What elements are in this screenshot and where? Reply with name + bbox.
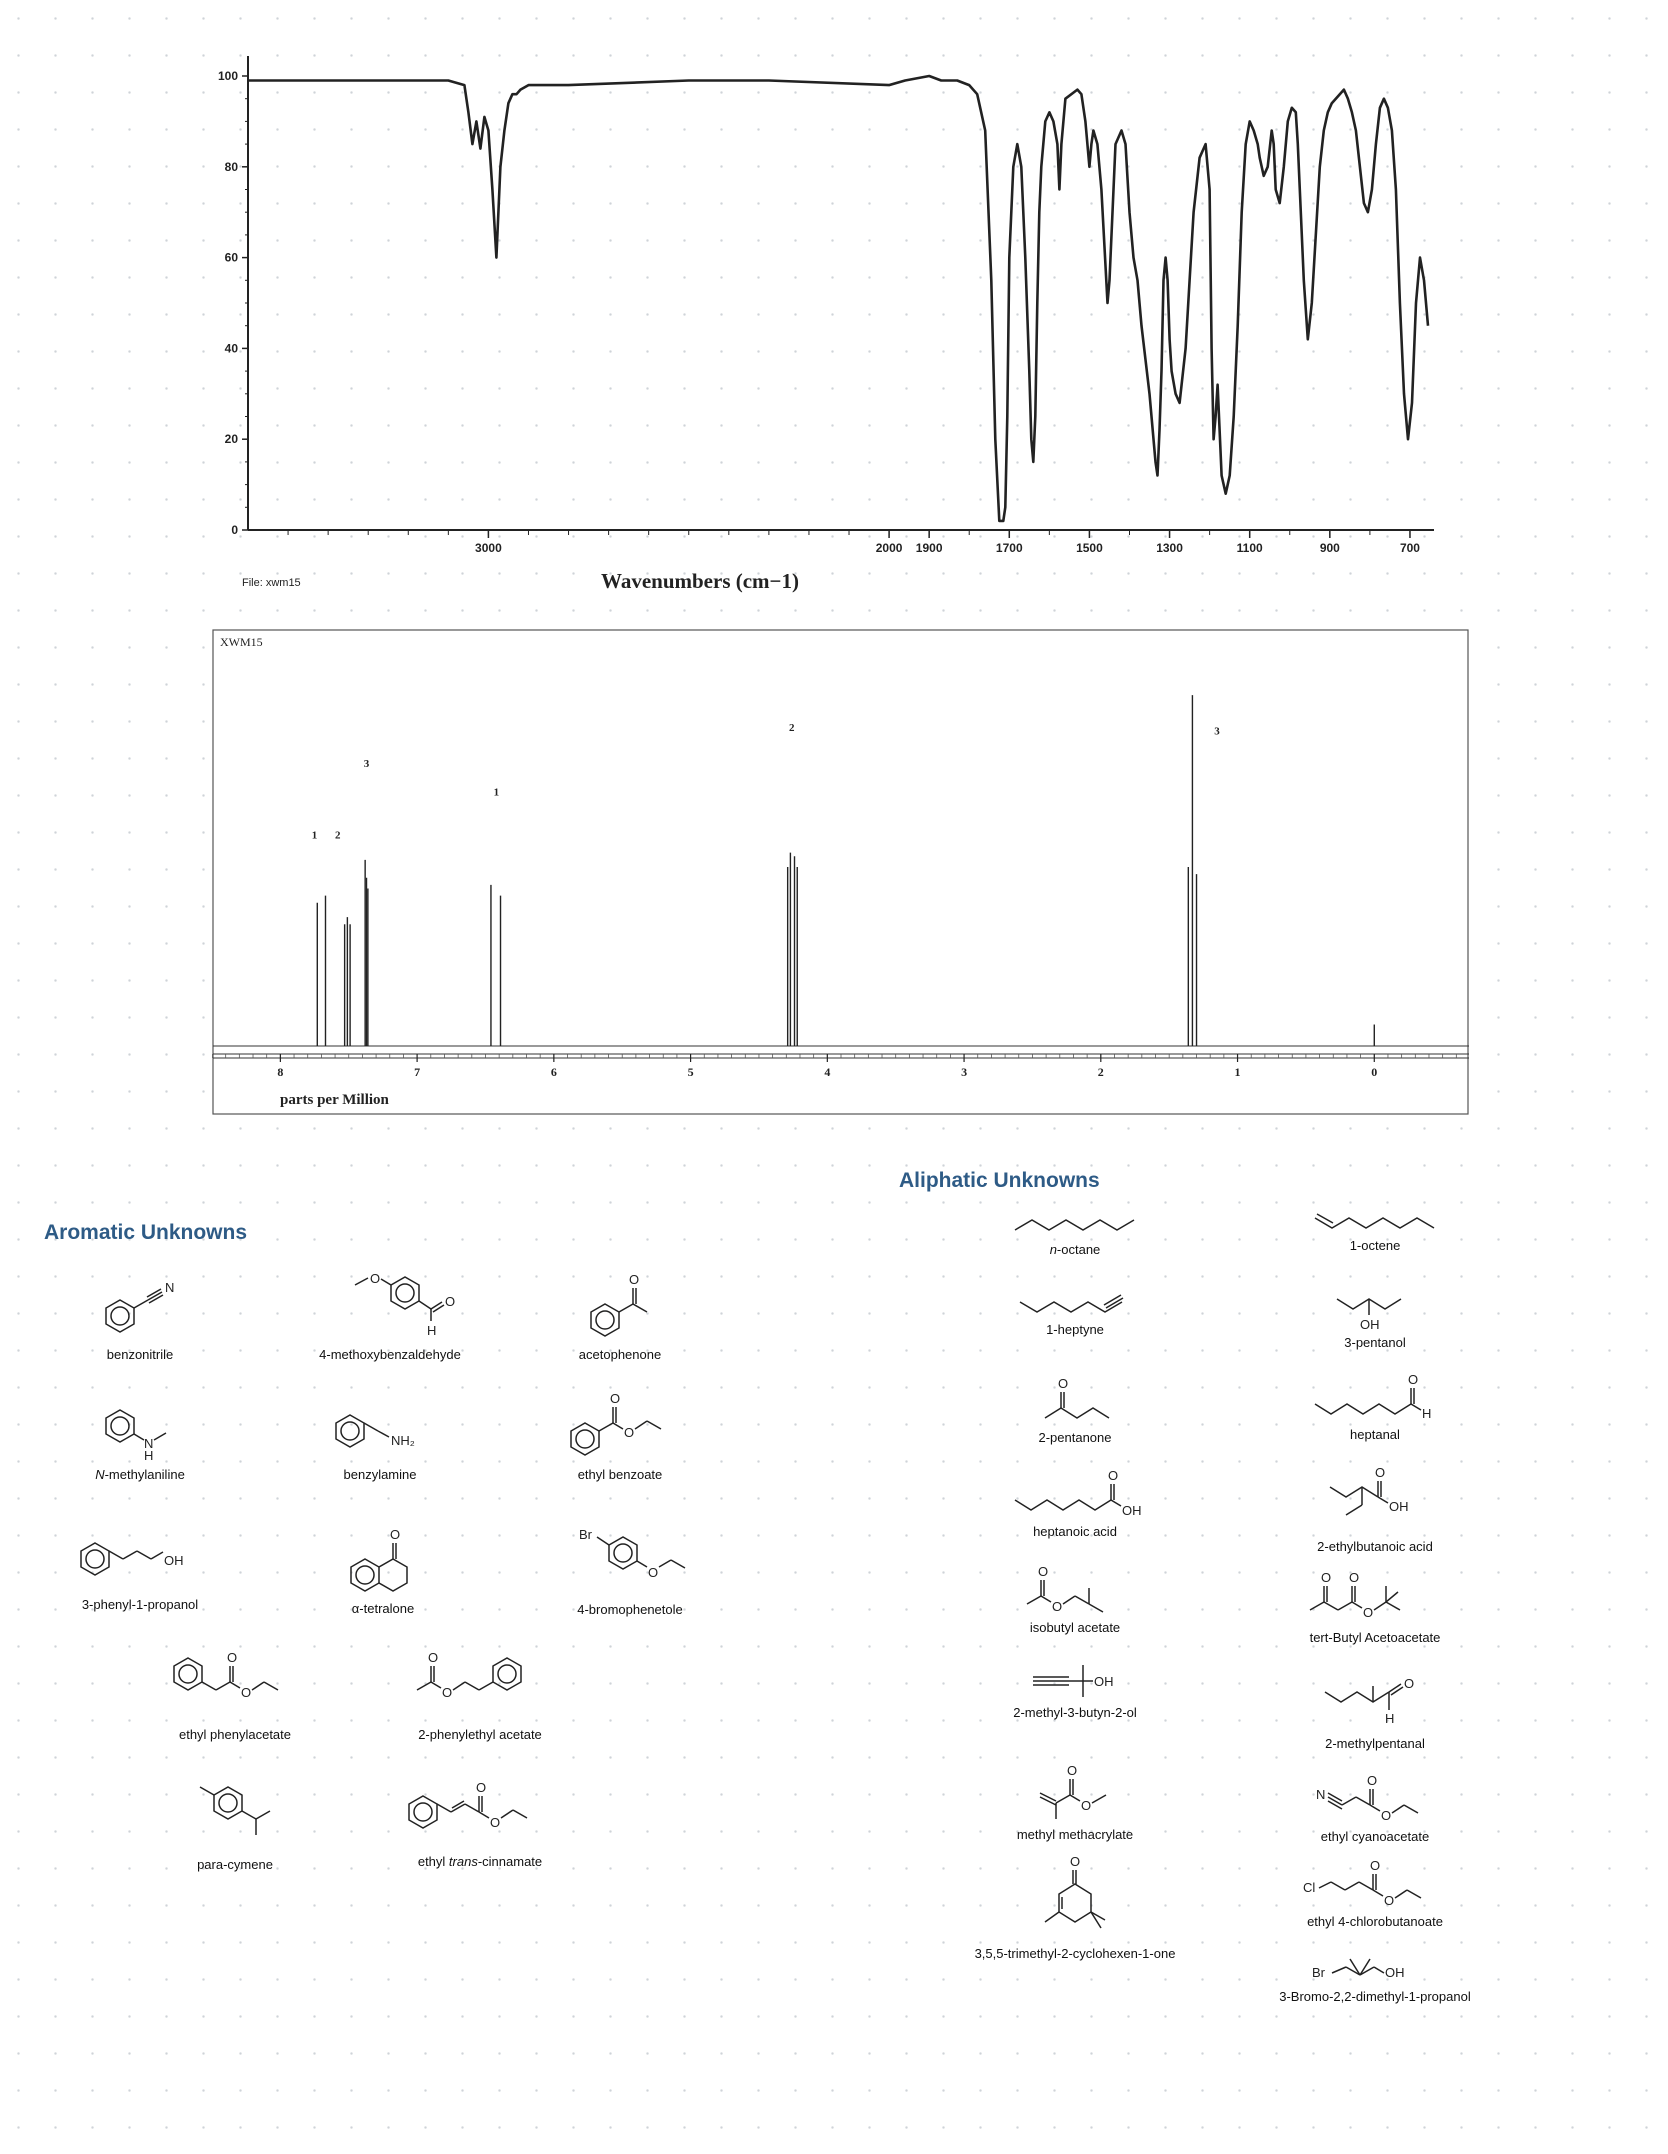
bromophenetole-atom-o: O [648,1565,659,1580]
ethylbenzoate-structure [555,1387,685,1465]
ethylcinnamate-name-after: -cinnamate [477,1854,543,1869]
tertbutylacetoacetate-atom-o2: O [1349,1570,1360,1585]
ir-y-axis [218,69,248,537]
heptanal-structure [1295,1370,1455,1425]
nmr-x-tick-label: 6 [550,1065,557,1079]
nmr-x-tick-label: 8 [277,1065,284,1079]
ir-x-tick-label: 2000 [875,541,903,555]
ethylcyanoacetate-atom-o1: O [1367,1773,1378,1788]
compound-2-ethylbutanoic-acid [1225,1455,1525,1554]
heptanoicacid-structure [995,1462,1155,1522]
methylpentanal-atom-h: H [1385,1711,1395,1726]
methylaniline-atom-n: N [144,1436,154,1451]
pentanone-atom-o: O [1058,1376,1069,1391]
ethylcyanoacetate-atom-n: N [1316,1787,1326,1802]
ethylcinnamate-atom-o1: O [476,1780,487,1795]
methoxybenzaldehyde-atom-h: H [427,1323,437,1338]
nmr-integration-label: 2 [789,721,795,734]
ethylchlorobutanoate-atom-o1: O [1370,1858,1381,1873]
ethylbutanoicacid-label: 2-ethylbutanoic acid [1317,1539,1433,1554]
methoxybenzaldehyde-atom-o1: O [370,1271,381,1286]
acetophenone-structure [560,1260,680,1345]
compound-bromodimethylpropanol [1225,1937,1525,2004]
nmr-x-tick-label: 3 [961,1065,968,1079]
benzonitrile-atom-n: N [165,1280,175,1295]
ethylchlorobutanoate-label: ethyl 4-chlorobutanoate [1307,1914,1443,1929]
compound-tert-butyl-acetoacetate [1225,1560,1525,1645]
nmr-x-tick-label: 0 [1371,1065,1378,1079]
octane-label [925,1242,1225,1257]
ir-x-tick-label: 1100 [1236,541,1263,555]
acetophenone-label: acetophenone [578,1347,662,1362]
ir-plot-frame [248,56,1434,530]
phenylpropanol-structure [65,1535,215,1595]
nmr-integration-label: 1 [311,829,318,842]
benzonitrile-label: benzonitrile [106,1347,174,1362]
phenylpropanol-atom-oh: OH [164,1553,184,1568]
methylmethacrylate-atom-o2: O [1081,1798,1092,1813]
ethylbenzoate-label: ethyl benzoate [577,1467,663,1482]
nmr-spectrum-chart [212,622,1472,1122]
bromodimethylpropanol-label: 3-Bromo-2,2-dimethyl-1-propanol [1279,1989,1471,2004]
compound-acetophenone [470,1260,770,1362]
nmr-x-tick-label: 2 [1097,1065,1104,1079]
isobutylacetate-label: isobutyl acetate [1029,1620,1121,1635]
nmr-x-tick-label: 1 [1234,1065,1241,1079]
methylpentanal-structure [1305,1650,1445,1734]
heptanal-atom-o: O [1408,1372,1419,1387]
ir-y-tick-label: 0 [231,523,238,537]
tertbutylacetoacetate-label: tert-Butyl Acetoacetate [1309,1630,1441,1645]
pentanone-structure [1015,1370,1135,1428]
compound-2-pentanone [925,1370,1225,1445]
ir-x-axis [288,530,1420,555]
methylmethacrylate-atom-o1: O [1067,1763,1078,1778]
tertbutylacetoacetate-atom-o1: O [1321,1570,1332,1585]
methylmethacrylate-structure [1010,1755,1140,1825]
ethylcyanoacetate-structure [1300,1765,1450,1827]
ir-y-tick-label: 80 [224,159,238,174]
ir-x-tick-label: 3000 [475,541,502,555]
phenylethylacetate-atom-o1: O [428,1650,439,1665]
ethylchlorobutanoate-structure [1295,1850,1455,1912]
compound-heptanoic-acid [925,1462,1225,1539]
compound-methyl-methacrylate [925,1755,1225,1842]
heptanoicacid-label: heptanoic acid [1033,1524,1117,1539]
compound-isobutyl-acetate [925,1560,1225,1635]
bromodimethylpropanol-structure [1300,1937,1450,1987]
compound-2-methyl-3-butyn-2-ol [925,1655,1225,1720]
ethylcinnamate-structure [395,1770,565,1852]
methylaniline-structure [80,1400,200,1465]
octane-structure [1000,1210,1150,1240]
ir-x-tick-label: 1300 [1156,541,1183,555]
nmr-x-axis-label: parts per Million [280,1092,389,1108]
bromodimethylpropanol-atom-oh: OH [1385,1965,1405,1980]
tertbutylacetoacetate-atom-o3: O [1363,1605,1374,1620]
benzylamine-label: benzylamine [343,1467,417,1482]
nmr-x-tick-label: 7 [414,1065,421,1079]
octane-name: -octane [1056,1242,1101,1257]
bromophenetole-structure [565,1525,695,1600]
tetralone-label: α-tetralone [351,1601,415,1616]
compound-2-methylpentanal [1225,1650,1525,1751]
phenylethylacetate-atom-o2: O [442,1685,453,1700]
ethylbutanoicacid-atom-oh: OH [1389,1499,1409,1514]
methylaniline-prefix: N [95,1467,105,1482]
bromophenetole-label: 4-bromophenetole [577,1602,683,1617]
methoxybenzaldehyde-structure [315,1265,465,1345]
benzylamine-atom-nh2: NH₂ [391,1433,415,1448]
heptyne-label: 1-heptyne [1046,1322,1104,1337]
pentanol-atom-oh: OH [1360,1317,1380,1332]
ethylcinnamate-name-italic: trans [448,1854,478,1869]
isobutylacetate-atom-o2: O [1052,1599,1063,1614]
paracymene-label: para-cymene [197,1857,273,1872]
methylbutynol-structure [1005,1655,1145,1703]
octene-label: 1-octene [1349,1238,1401,1253]
nmr-x-tick-label: 4 [824,1065,831,1079]
ir-spectrum-chart [190,38,1450,598]
compound-2-phenylethyl-acetate [330,1650,630,1742]
paracymene-structure [170,1775,300,1855]
ethylphenylacetate-structure [160,1650,310,1725]
bromophenetole-atom-br: Br [579,1527,592,1542]
ir-y-tick-label: 20 [224,432,238,447]
trimethylcyclohexenone-structure [1005,1852,1145,1944]
acetophenone-atom-o: O [629,1272,640,1287]
octene-structure [1300,1210,1450,1236]
heptyne-structure [1000,1290,1150,1320]
compound-trimethylcyclohexenone [925,1852,1225,1961]
compound-1-octene [1225,1210,1525,1253]
compound-ethyl-4-chlorobutanoate [1225,1850,1525,1929]
ir-x-tick-label: 700 [1399,541,1420,555]
heptanoicacid-atom-o: O [1108,1468,1119,1483]
pentanone-label: 2-pentanone [1038,1430,1112,1445]
methoxybenzaldehyde-label: 4-methoxybenzaldehyde [319,1347,461,1362]
tertbutylacetoacetate-structure [1290,1560,1460,1628]
tetralone-structure [323,1527,443,1599]
ethylcinnamate-name-before: ethyl [417,1854,449,1869]
ir-x-tick-label: 1700 [995,541,1023,555]
aliphatic-unknowns-heading: Aliphatic Unknowns [899,1169,1100,1192]
ethylphenylacetate-label: ethyl phenylacetate [178,1727,292,1742]
trimethylcyclohexenone-label: 3,5,5-trimethyl-2-cyclohexen-1-one [974,1946,1176,1961]
bromodimethylpropanol-atom-br: Br [1312,1965,1325,1980]
phenylethylacetate-label: 2-phenylethyl acetate [418,1727,542,1742]
isobutylacetate-structure [1005,1560,1145,1618]
ethylbenzoate-atom-o2: O [624,1425,635,1440]
ethylcinnamate-label [330,1854,630,1869]
compound-ethyl-trans-cinnamate [330,1770,630,1869]
nmr-integration-label: 1 [493,786,500,799]
compound-n-octane [925,1210,1225,1257]
compound-ethyl-benzoate [470,1387,770,1482]
methylaniline-atom-h: H [144,1448,154,1463]
ethylphenylacetate-atom-o2: O [241,1685,252,1700]
phenylethylacetate-structure [405,1650,555,1725]
methylbutynol-atom-oh: OH [1094,1674,1114,1689]
methylmethacrylate-label: methyl methacrylate [1016,1827,1134,1842]
ethylchlorobutanoate-atom-o2: O [1384,1893,1395,1908]
pentanol-label: 3-pentanol [1344,1335,1406,1350]
benzonitrile-structure [80,1275,200,1345]
ir-y-tick-label: 40 [224,341,238,356]
methylaniline-name: -methylaniline [104,1467,185,1482]
nmr-outer-frame [213,630,1468,1114]
octane-prefix: n [1049,1242,1057,1257]
methylpentanal-atom-o: O [1404,1676,1415,1691]
heptanal-label: heptanal [1350,1427,1400,1442]
ethylbutanoicacid-structure [1310,1455,1440,1537]
isobutylacetate-atom-o1: O [1038,1564,1049,1579]
ethylcyanoacetate-atom-o2: O [1381,1808,1392,1823]
nmr-integration-label: 3 [363,757,370,770]
aromatic-unknowns-heading: Aromatic Unknowns [44,1221,248,1244]
ir-file-label: File: xwm15 [242,577,301,589]
pentanol-structure [1315,1285,1435,1333]
heptanoicacid-atom-oh: OH [1122,1503,1142,1518]
tetralone-atom-o: O [390,1527,401,1542]
methylbutynol-label: 2-methyl-3-butyn-2-ol [1013,1705,1137,1720]
ethylbutanoicacid-atom-o: O [1375,1465,1386,1480]
methoxybenzaldehyde-atom-o2: O [445,1294,456,1309]
methylpentanal-label: 2-methylpentanal [1325,1736,1425,1751]
ir-spectrum-trace [248,76,1428,521]
compound-ethyl-cyanoacetate [1225,1765,1525,1844]
ir-y-tick-label: 100 [217,69,238,83]
compound-heptanal [1225,1370,1525,1442]
nmr-integration-label: 2 [335,829,341,842]
compound-4-bromophenetole [480,1525,780,1617]
ir-x-axis-label: Wavenumbers (cm−1) [600,569,800,593]
ir-x-tick-label: 1500 [1076,541,1103,555]
nmr-x-tick-label: 5 [687,1065,694,1079]
heptanal-atom-h: H [1422,1406,1432,1421]
compound-3-pentanol [1225,1285,1525,1350]
compound-1-heptyne [925,1290,1225,1337]
nmr-sample-label: XWM15 [220,635,263,649]
benzylamine-structure [315,1405,445,1465]
ir-x-tick-label: 1900 [915,541,943,555]
nmr-integration-label: 3 [1214,725,1220,738]
ethylcyanoacetate-label: ethyl cyanoacetate [1320,1829,1430,1844]
trimethylcyclohexenone-atom-o: O [1070,1854,1081,1869]
ir-y-tick-label: 60 [224,250,238,265]
ir-x-tick-label: 900 [1319,541,1340,555]
phenylpropanol-label: 3-phenyl-1-propanol [81,1597,199,1612]
ethylphenylacetate-atom-o1: O [227,1650,238,1665]
ethylbenzoate-atom-o1: O [610,1391,621,1406]
ethylcinnamate-atom-o2: O [490,1815,501,1830]
ethylchlorobutanoate-atom-cl: Cl [1303,1880,1316,1895]
